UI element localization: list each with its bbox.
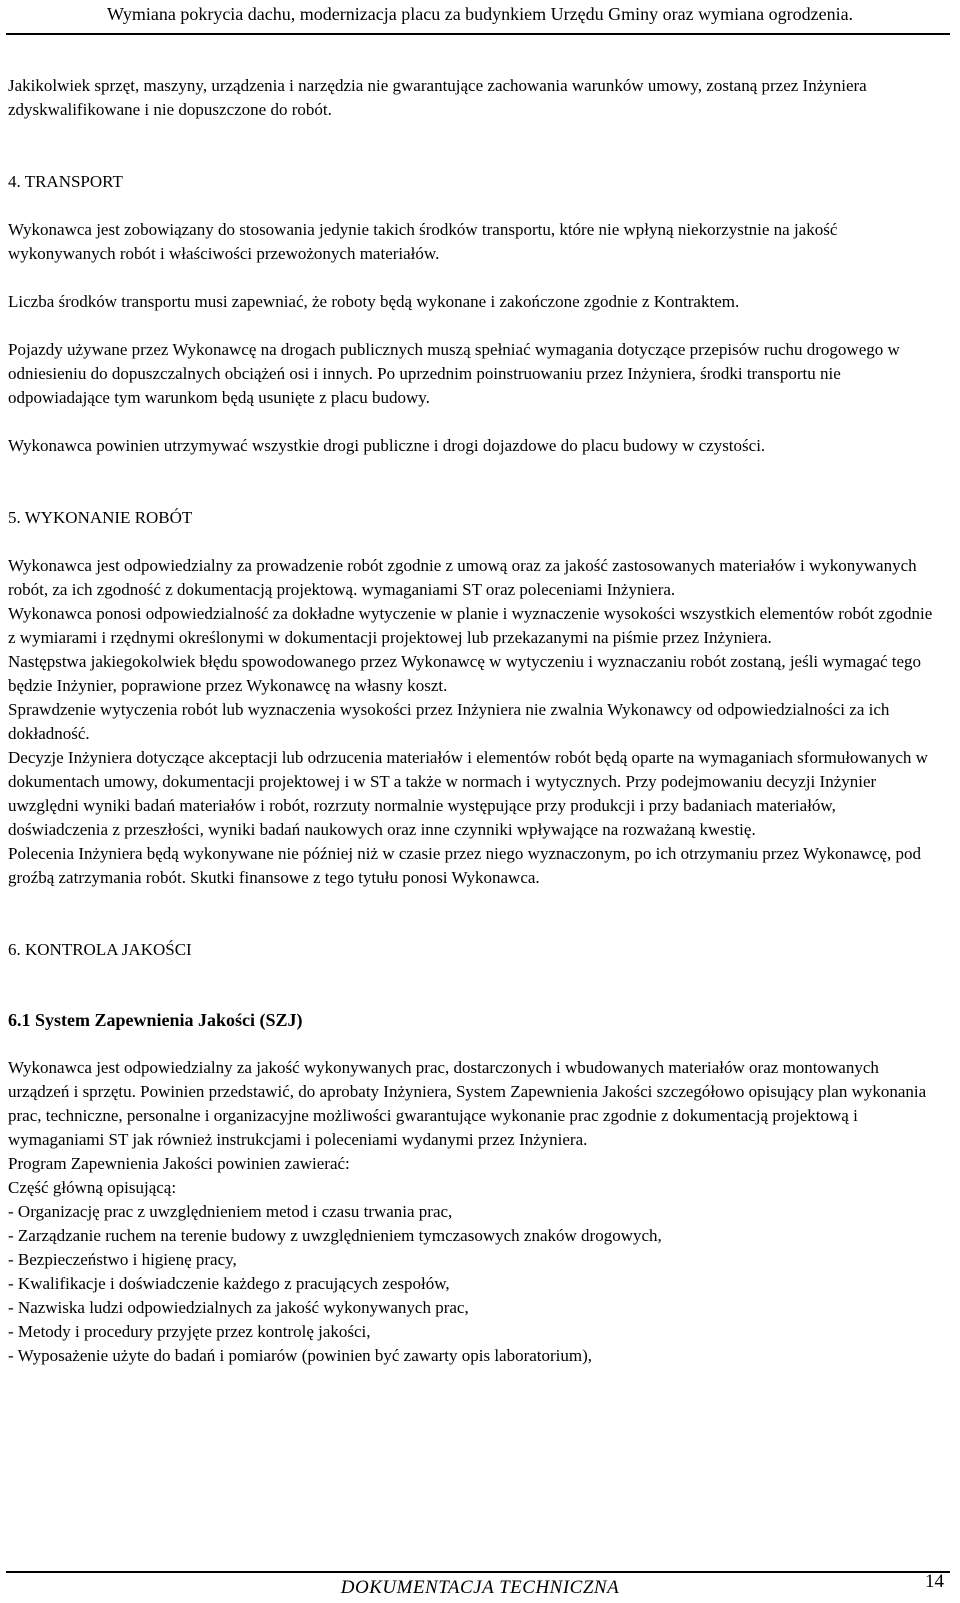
wykonanie-paragraph: Sprawdzenie wytyczenia robót lub wyznaczenia wysokości przez Inżyniera nie zwalnia Wykonawcy od odpowiedzialności za ich dokładność. (8, 700, 890, 743)
header-divider (6, 33, 950, 35)
intro-paragraph: Jakikolwiek sprzęt, maszyny, urządzenia i narzędzia nie gwarantujące zachowania warunków umowy, zostaną przez Inżyniera zdyskwalifikowane i nie dopuszczone do robót. (8, 76, 867, 119)
wykonanie-paragraph: Decyzje Inżyniera dotyczące akceptacji lub odrzucenia materiałów i elementów robót będą oparte na wymaganiach sformułowanych w dokumentach umowy, dokumentacji projektowej i w ST a także w normach i wytycznych. Przy podejmowaniu decyzji Inżynier uwzględni wyniki badań materiałów i robót, rozrzuty normalnie występujące przy produkcji i przy badaniach materiałów, doświadczenia z przeszłości, wyniki badań naukowych oraz inne czynniki wpływające na rozważaną kwestię. (8, 748, 928, 839)
wykonanie-paragraph: Wykonawca jest odpowiedzialny za prowadzenie robót zgodnie z umową oraz za jakość zastosowanych materiałów i wykonywanych robót, za ich zgodność z dokumentacją projektową. wymaganiami ST oraz poleceniami Inżyniera. (8, 556, 917, 599)
list-item: - Bezpieczeństwo i higienę pracy, (8, 1250, 237, 1269)
section-heading-transport: 4. TRANSPORT (8, 172, 123, 191)
transport-paragraph: Wykonawca powinien utrzymywać wszystkie drogi publiczne i drogi dojazdowe do placu budowy w czystości. (8, 436, 766, 455)
running-header: Wymiana pokrycia dachu, modernizacja placu za budynkiem Urzędu Gminy oraz wymiana ogrodzenia. (106, 4, 854, 24)
subsection-heading-szj: 6.1 System Zapewnienia Jakości (SZJ) (8, 1010, 303, 1030)
list-item: - Zarządzanie ruchem na terenie budowy z uwzględnieniem tymczasowych znaków drogowych, (8, 1226, 662, 1245)
wykonanie-paragraph: Wykonawca ponosi odpowiedzialność za dokładne wytyczenie w planie i wyznaczenie wysokości wszystkich elementów robót zgodnie z wymiarami i rzędnymi określonymi w dokumentacji projektowej lub przekazanymi na piśmie przez Inżyniera. (8, 604, 933, 647)
list-item: - Kwalifikacje i doświadczenie każdego z pracujących zespołów, (8, 1274, 450, 1293)
footer-title: DOKUMENTACJA TECHNICZNA (340, 1577, 620, 1598)
list-item: - Metody i procedury przyjęte przez kontrolę jakości, (8, 1322, 371, 1341)
wykonanie-paragraph: Polecenia Inżyniera będą wykonywane nie później niż w czasie przez niego wyznaczonym, po ich otrzymaniu przez Wykonawcę, pod groźbą zatrzymania robót. Skutki finansowe z tego tytułu ponosi Wykonawca. (8, 844, 921, 887)
wykonanie-paragraph: Następstwa jakiegokolwiek błędu spowodowanego przez Wykonawcę w wytyczeniu i wyznaczaniu robót zostaną, jeśli wymagać tego będzie Inżynier, poprawione przez Wykonawcę na własny koszt. (8, 652, 922, 695)
document-body (8, 74, 934, 1368)
transport-paragraph: Pojazdy używane przez Wykonawcę na drogach publicznych muszą spełniać wymagania dotyczące przepisów ruchu drogowego w odniesieniu do dopuszczalnych obciążeń osi i innych. Po uprzednim poinstruowaniu przez Inżyniera, środki transportu nie odpowiadające tym warunkom będą usunięte z placu budowy. (8, 340, 900, 407)
kontrola-paragraph: Program Zapewnienia Jakości powinien zawierać: (8, 1154, 350, 1173)
list-item: - Organizację prac z uwzględnieniem metod i czasu trwania prac, (8, 1202, 453, 1221)
page-number: 14 (925, 1571, 944, 1592)
szj-requirements-list (8, 1200, 934, 1368)
section-heading-wykonanie: 5. WYKONANIE ROBÓT (8, 508, 193, 527)
transport-paragraph: Wykonawca jest zobowiązany do stosowania jedynie takich środków transportu, które nie wpłyną niekorzystnie na jakość wykonywanych robót i właściwości przewożonych materiałów. (8, 220, 838, 263)
kontrola-paragraph: Wykonawca jest odpowiedzialny za jakość wykonywanych prac, dostarczonych i wbudowanych materiałów oraz montowanych urządzeń i sprzętu. Powinien przedstawić, do aprobaty Inżyniera, System Zapewnienia Jakości szczegółowo opisujący plan wykonania prac, techniczne, personalne i organizacyjne możliwości gwarantujące wykonanie prac zgodnie z dokumentacją projektową i wymaganiami ST jak również instrukcjami i poleceniami wydanymi przez Inżyniera. (8, 1058, 927, 1149)
section-heading-kontrola: 6. KONTROLA JAKOŚCI (8, 940, 192, 959)
footer-divider (6, 1571, 950, 1573)
list-item: - Wyposażenie użyte do badań i pomiarów (powinien być zawarty opis laboratorium), (8, 1346, 593, 1365)
list-item: - Nazwiska ludzi odpowiedzialnych za jakość wykonywanych prac, (8, 1298, 469, 1317)
transport-paragraph: Liczba środków transportu musi zapewniać, że roboty będą wykonane i zakończone zgodnie z Kontraktem. (8, 292, 740, 311)
kontrola-paragraph: Część główną opisującą: (8, 1178, 177, 1197)
